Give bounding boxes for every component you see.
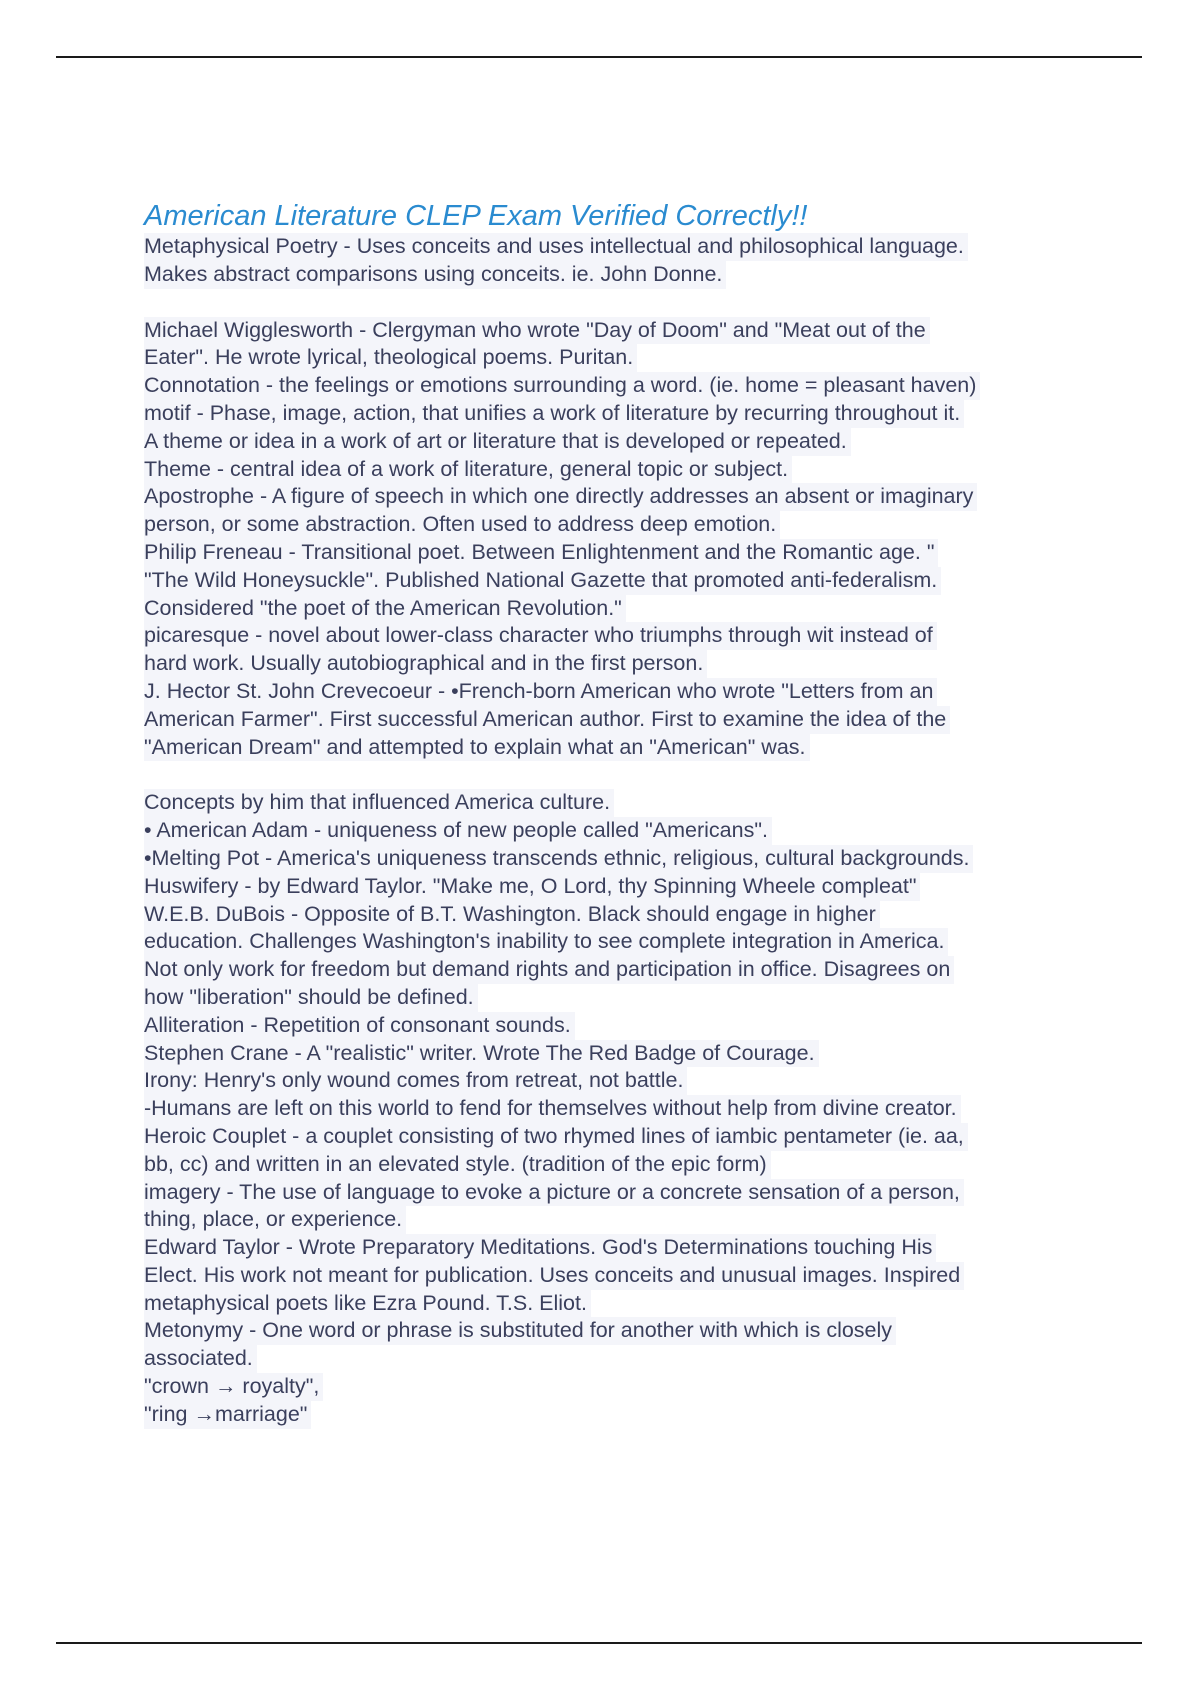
text-line: Makes abstract comparisons using conceits. ie. John Donne.: [144, 261, 726, 289]
text-line: Apostrophe - A figure of speech in which one directly addresses an absent or imaginary: [144, 483, 977, 511]
document-body: [144, 199, 1104, 1429]
text-line: picaresque - novel about lower-class character who triumphs through wit instead of: [144, 622, 937, 650]
text-line: Edward Taylor - Wrote Preparatory Meditations. God's Determinations touching His: [144, 1234, 936, 1262]
text-line: • American Adam - uniqueness of new people called "Americans".: [144, 817, 772, 845]
text-line: bb, cc) and written in an elevated style. (tradition of the epic form): [144, 1151, 771, 1179]
text-line: •Melting Pot - America's uniqueness transcends ethnic, religious, cultural backgrounds.: [144, 845, 973, 873]
text-line: how "liberation" should be defined.: [144, 984, 478, 1012]
text-line: imagery - The use of language to evoke a picture or a concrete sensation of a person,: [144, 1179, 964, 1207]
text-line: Irony: Henry's only wound comes from retreat, not battle.: [144, 1067, 687, 1095]
text-line: Not only work for freedom but demand rights and participation in office. Disagrees on: [144, 956, 954, 984]
top-rule: [56, 56, 1142, 58]
text-line: metaphysical poets like Ezra Pound. T.S. Eliot.: [144, 1290, 591, 1318]
text-line: person, or some abstraction. Often used to address deep emotion.: [144, 511, 780, 539]
text-line: Philip Freneau - Transitional poet. Between Enlightenment and the Romantic age. ": [144, 539, 938, 567]
text-line: A theme or idea in a work of art or literature that is developed or repeated.: [144, 428, 851, 456]
text-line: Considered "the poet of the American Revolution.": [144, 595, 626, 623]
text-line: Connotation - the feelings or emotions surrounding a word. (ie. home = pleasant haven): [144, 372, 980, 400]
text-line: J. Hector St. John Crevecoeur - •French-born American who wrote "Letters from an: [144, 678, 937, 706]
text-line: Theme - central idea of a work of literature, general topic or subject.: [144, 456, 792, 484]
text-line: Stephen Crane - A "realistic" writer. Wrote The Red Badge of Courage.: [144, 1040, 819, 1068]
bottom-rule: [56, 1642, 1142, 1644]
text-line: Michael Wigglesworth - Clergyman who wrote "Day of Doom" and "Meat out of the: [144, 317, 930, 345]
paragraph-gap: [144, 289, 1104, 317]
text-line: "ring →marriage": [144, 1401, 311, 1429]
paragraph-gap: [144, 761, 1104, 789]
text-line: Heroic Couplet - a couplet consisting of two rhymed lines of iambic pentameter (ie. aa,: [144, 1123, 968, 1151]
text-line: hard work. Usually autobiographical and in the first person.: [144, 650, 707, 678]
text-line: motif - Phase, image, action, that unifies a work of literature by recurring throughout it.: [144, 400, 964, 428]
text-line: W.E.B. DuBois - Opposite of B.T. Washington. Black should engage in higher: [144, 901, 880, 929]
text-line: associated.: [144, 1345, 257, 1373]
document-lines: [144, 233, 1104, 1429]
text-line: Eater". He wrote lyrical, theological poems. Puritan.: [144, 344, 637, 372]
text-line: "The Wild Honeysuckle". Published National Gazette that promoted anti-federalism.: [144, 567, 941, 595]
text-line: American Farmer". First successful American author. First to examine the idea of the: [144, 706, 950, 734]
text-line: thing, place, or experience.: [144, 1206, 406, 1234]
text-line: Alliteration - Repetition of consonant sounds.: [144, 1012, 575, 1040]
text-line: Concepts by him that influenced America culture.: [144, 789, 614, 817]
text-line: Metonymy - One word or phrase is substituted for another with which is closely: [144, 1317, 896, 1345]
text-line: Metaphysical Poetry - Uses conceits and uses intellectual and philosophical language.: [144, 233, 968, 261]
text-line: Elect. His work not meant for publication. Uses conceits and unusual images. Inspired: [144, 1262, 964, 1290]
text-line: "American Dream" and attempted to explain what an "American" was.: [144, 734, 810, 762]
document-title: American Literature CLEP Exam Verified Correctly!!: [144, 200, 808, 232]
text-line: "crown → royalty",: [144, 1373, 323, 1401]
text-line: -Humans are left on this world to fend for themselves without help from divine creator.: [144, 1095, 961, 1123]
text-line: Huswifery - by Edward Taylor. "Make me, O Lord, thy Spinning Wheele compleat": [144, 873, 920, 901]
text-line: education. Challenges Washington's inability to see complete integration in America.: [144, 928, 948, 956]
